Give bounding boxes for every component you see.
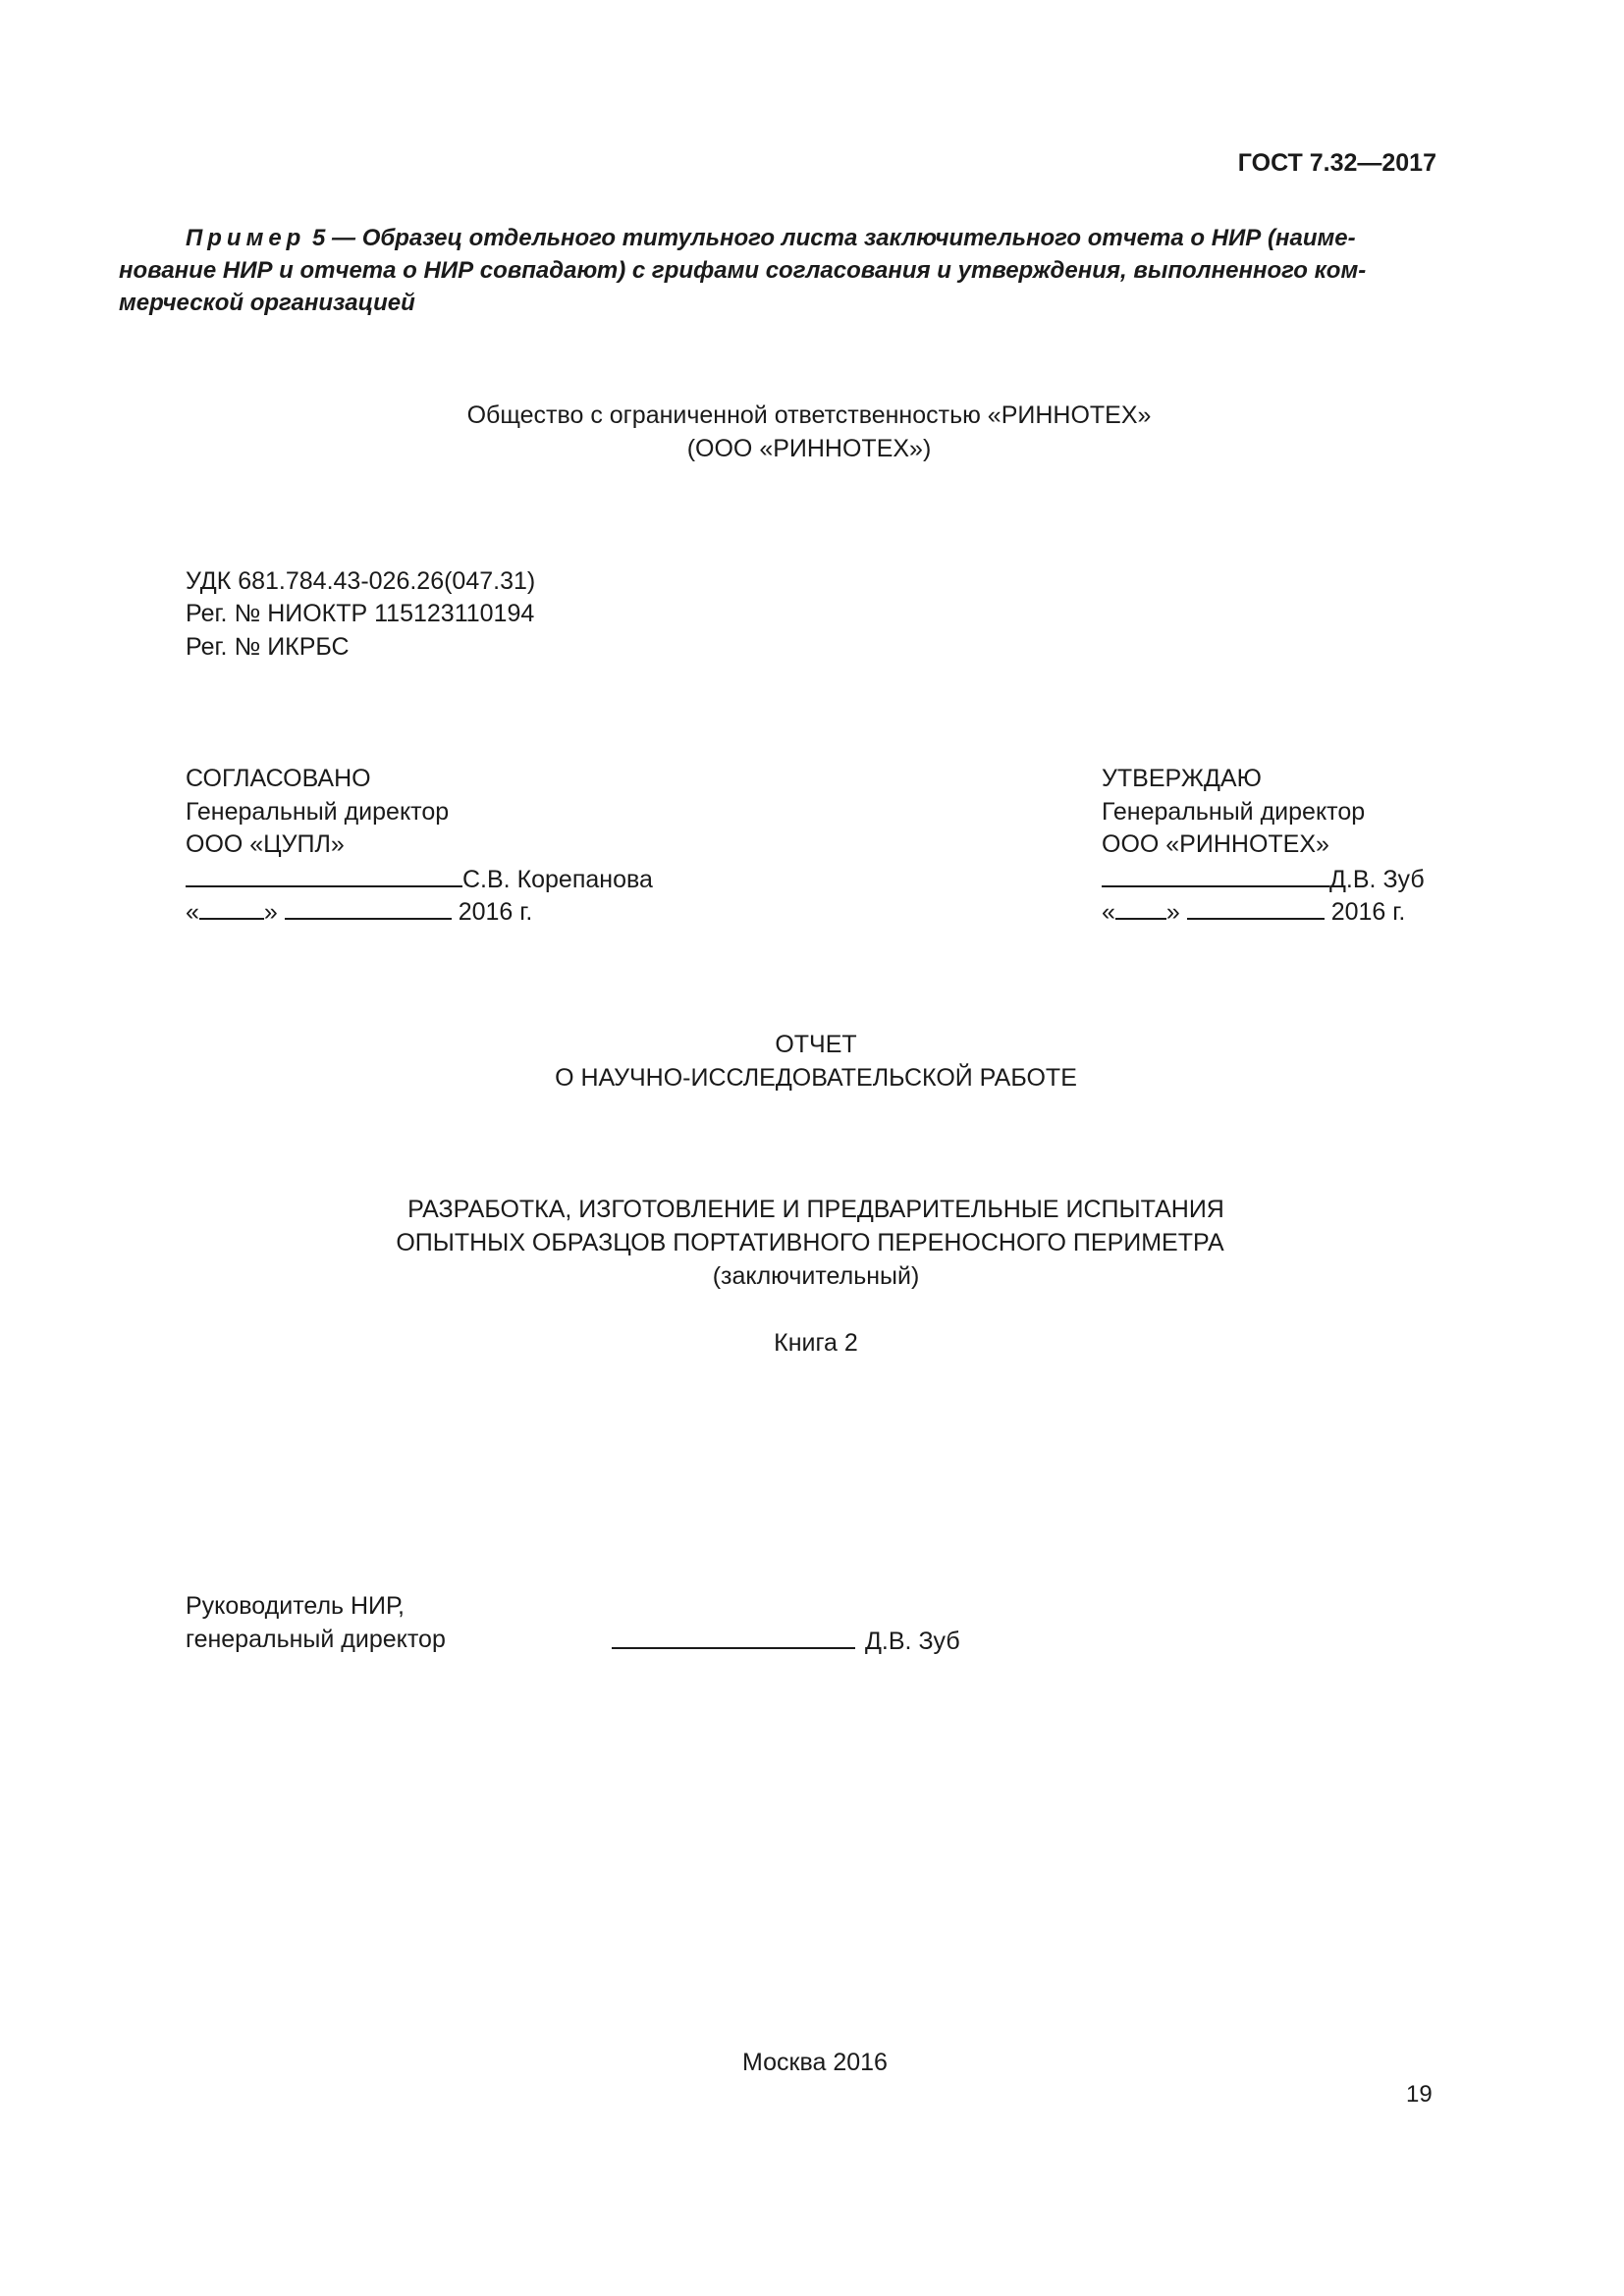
approved-organization: ООО «РИННОТЕХ» (1102, 830, 1329, 858)
organization-short-name: (ООО «РИННОТЕХ») (686, 435, 932, 462)
example-prefix: Пример (186, 225, 306, 251)
report-topic-line-1: РАЗРАБОТКА, ИЗГОТОВЛЕНИЕ И ПРЕДВАРИТЕЛЬНЫЕ ИСПЫТАНИЯ (407, 1196, 1224, 1223)
agreed-position: Генеральный директор (186, 798, 450, 826)
example-note (119, 222, 1437, 319)
signature-line (1102, 862, 1329, 887)
head-role-line-1: Руководитель НИР, (186, 1592, 405, 1620)
agreed-signature-row (186, 862, 653, 896)
head-role-line-2: генеральный директор (186, 1626, 446, 1653)
example-note-line-1-text: 5 — Образец отдельного титульного листа заключительного отчета о НИР (наиме- (305, 225, 1356, 251)
example-note-line-2: нование НИР и отчета о НИР совпадают) с грифами согласования и утверждения, выполненного ком- (119, 257, 1367, 284)
approved-year: 2016 г. (1330, 898, 1406, 926)
report-topic-line-2: ОПЫТНЫХ ОБРАЗЦОВ ПОРТАТИВНОГО ПЕРЕНОСНОГО ПЕРИМЕТРА (396, 1229, 1224, 1256)
page-number: 19 (1406, 2081, 1433, 2108)
agreed-year: 2016 г. (458, 898, 533, 926)
head-signatory-name: Д.В. Зуб (865, 1628, 960, 1655)
approved-signatory-name: Д.В. Зуб (1329, 866, 1425, 893)
date-close-quote: » (263, 898, 278, 926)
standard-header: ГОСТ 7.32—2017 (1237, 149, 1436, 177)
approved-signature-row (1102, 862, 1425, 896)
agreed-signatory-name: С.В. Корепанова (462, 866, 653, 893)
date-open-quote: « (1102, 898, 1115, 926)
approved-heading: УТВЕРЖДАЮ (1102, 765, 1262, 792)
signature-line (186, 862, 462, 887)
head-signature-row (612, 1624, 960, 1658)
place-and-year: Москва 2016 (742, 2049, 888, 2076)
example-note-line-3: мерческой организацией (119, 290, 415, 316)
day-blank (199, 894, 264, 920)
report-kind: (заключительный) (712, 1262, 920, 1290)
nioktr-number: Рег. № НИОКТР 115123110194 (186, 600, 535, 627)
agreed-organization: ООО «ЦУПЛ» (186, 830, 345, 858)
date-close-quote: » (1165, 898, 1180, 926)
udk-code: УДК 681.784.43-026.26(047.31) (186, 567, 536, 595)
month-blank (285, 894, 452, 920)
example-note-line-1 (119, 222, 1437, 254)
day-blank (1115, 894, 1166, 920)
approved-position: Генеральный директор (1102, 798, 1366, 826)
approved-date-row (1102, 894, 1405, 929)
month-blank (1187, 894, 1325, 920)
report-book: Книга 2 (774, 1329, 858, 1357)
report-subtitle: О НАУЧНО-ИССЛЕДОВАТЕЛЬСКОЙ РАБОТЕ (555, 1064, 1077, 1092)
signature-line (612, 1624, 855, 1649)
ikrbs-number: Рег. № ИКРБС (186, 633, 350, 661)
agreed-heading: СОГЛАСОВАНО (186, 765, 371, 792)
report-title: ОТЧЕТ (775, 1031, 857, 1058)
date-open-quote: « (186, 898, 199, 926)
organization-full-name: Общество с ограниченной ответственностью «РИННОТЕХ» (466, 401, 1152, 429)
agreed-date-row (186, 894, 532, 929)
